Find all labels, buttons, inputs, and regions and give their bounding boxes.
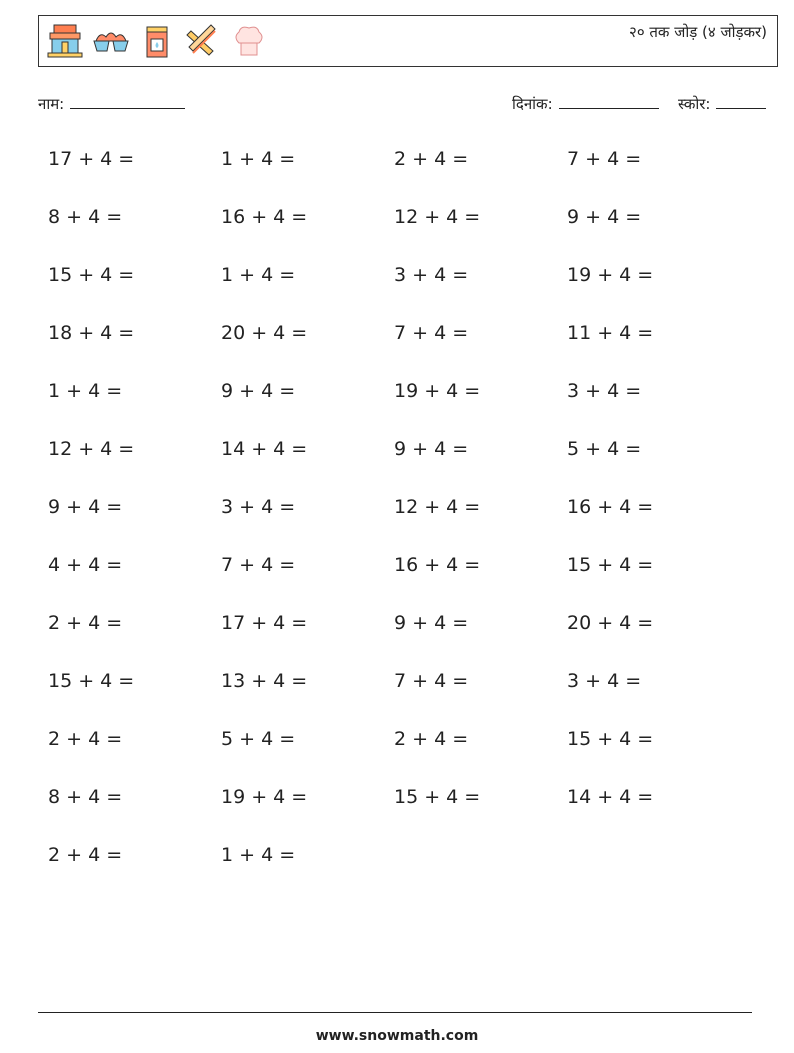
problem-item: 3 + 4 =: [221, 496, 296, 518]
problem-item: 2 + 4 =: [48, 728, 123, 750]
problem-item: 16 + 4 =: [394, 554, 481, 576]
problem-item: 19 + 4 =: [567, 264, 654, 286]
milk-carton-icon: [137, 21, 177, 61]
problem-item: 17 + 4 =: [48, 148, 135, 170]
problem-item: 8 + 4 =: [48, 206, 123, 228]
name-input-line[interactable]: [70, 92, 185, 109]
name-field: [38, 92, 185, 114]
worksheet-header: [38, 15, 778, 67]
problem-item: 3 + 4 =: [394, 264, 469, 286]
problem-item: 18 + 4 =: [48, 322, 135, 344]
problem-item: 20 + 4 =: [221, 322, 308, 344]
problem-item: 9 + 4 =: [394, 612, 469, 634]
problem-item: 16 + 4 =: [221, 206, 308, 228]
problem-item: 16 + 4 =: [567, 496, 654, 518]
problem-item: 17 + 4 =: [221, 612, 308, 634]
problem-item: 1 + 4 =: [221, 148, 296, 170]
problem-item: 15 + 4 =: [567, 728, 654, 750]
date-field: [512, 92, 659, 114]
problem-item: 9 + 4 =: [394, 438, 469, 460]
footer-divider: [38, 1012, 752, 1013]
score-field: [678, 92, 766, 114]
problem-item: 15 + 4 =: [48, 264, 135, 286]
date-input-line[interactable]: [559, 92, 659, 109]
header-icons: [45, 21, 269, 61]
problem-item: 2 + 4 =: [48, 844, 123, 866]
problem-item: 19 + 4 =: [221, 786, 308, 808]
problem-item: 7 + 4 =: [394, 670, 469, 692]
problem-item: 5 + 4 =: [567, 438, 642, 460]
problem-item: 20 + 4 =: [567, 612, 654, 634]
date-label: दिनांक:: [512, 95, 553, 113]
score-label: स्कोर:: [678, 95, 711, 113]
problem-item: 12 + 4 =: [394, 496, 481, 518]
chef-hat-icon: [229, 21, 269, 61]
problem-item: 3 + 4 =: [567, 380, 642, 402]
problem-item: 11 + 4 =: [567, 322, 654, 344]
problem-item: 12 + 4 =: [394, 206, 481, 228]
problem-item: 8 + 4 =: [48, 786, 123, 808]
problem-item: 1 + 4 =: [221, 844, 296, 866]
cupcakes-icon: [91, 21, 131, 61]
worksheet-title: २० तक जोड़ (४ जोड़कर): [629, 23, 767, 41]
problem-item: 12 + 4 =: [48, 438, 135, 460]
crossed-bandages-icon: [183, 21, 223, 61]
score-input-line[interactable]: [716, 92, 766, 109]
problem-item: 5 + 4 =: [221, 728, 296, 750]
problem-item: 14 + 4 =: [567, 786, 654, 808]
problem-item: 9 + 4 =: [221, 380, 296, 402]
problem-item: 15 + 4 =: [48, 670, 135, 692]
problem-item: 2 + 4 =: [394, 148, 469, 170]
problem-item: 7 + 4 =: [394, 322, 469, 344]
problem-item: 13 + 4 =: [221, 670, 308, 692]
problem-item: 3 + 4 =: [567, 670, 642, 692]
problem-item: 1 + 4 =: [221, 264, 296, 286]
problem-item: 2 + 4 =: [394, 728, 469, 750]
name-label: नाम:: [38, 95, 65, 113]
problem-item: 1 + 4 =: [48, 380, 123, 402]
problem-item: 9 + 4 =: [48, 496, 123, 518]
problem-item: 4 + 4 =: [48, 554, 123, 576]
problem-item: 15 + 4 =: [567, 554, 654, 576]
problem-item: 2 + 4 =: [48, 612, 123, 634]
problem-item: 19 + 4 =: [394, 380, 481, 402]
problem-item: 9 + 4 =: [567, 206, 642, 228]
problem-item: 7 + 4 =: [567, 148, 642, 170]
footer-website: www.snowmath.com: [315, 1028, 479, 1044]
problem-item: 7 + 4 =: [221, 554, 296, 576]
problem-item: 14 + 4 =: [221, 438, 308, 460]
problem-item: 15 + 4 =: [394, 786, 481, 808]
shop-icon: [45, 21, 85, 61]
